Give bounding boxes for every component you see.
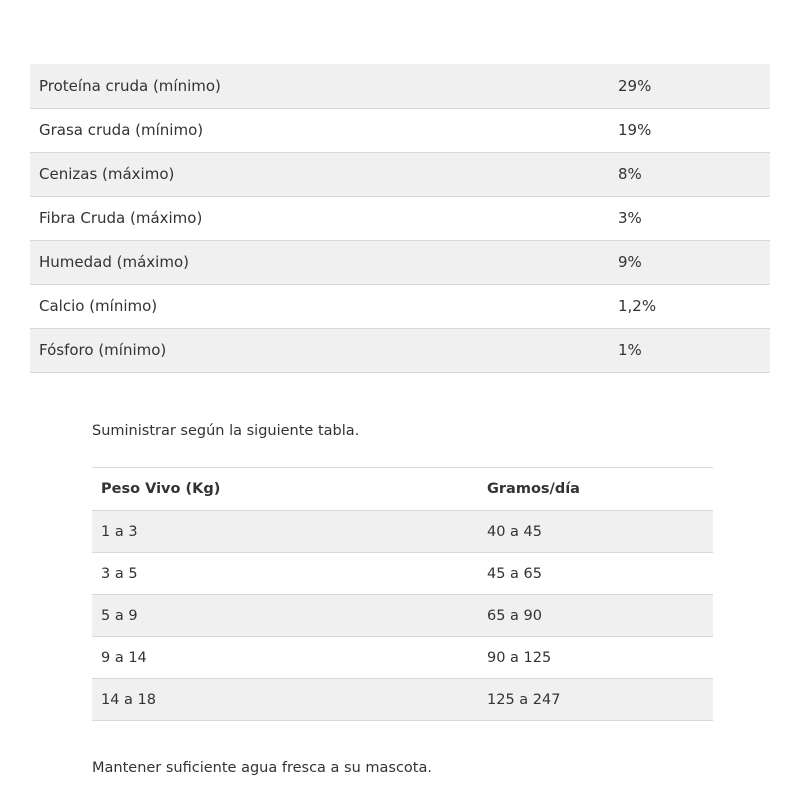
table-row (92, 679, 713, 721)
nutrient-value: 19% (618, 121, 652, 139)
feeding-table (92, 467, 713, 721)
grams-cell: 125 a 247 (487, 691, 561, 708)
feeding-table-header (92, 468, 713, 511)
grams-cell: 65 a 90 (487, 607, 543, 624)
nutrient-value: 8% (618, 165, 642, 183)
table-row (92, 595, 713, 637)
nutrient-row (30, 196, 770, 240)
nutrient-name: Cenizas (máximo) (39, 165, 175, 183)
nutrient-name: Calcio (mínimo) (39, 297, 158, 315)
nutrient-value: 9% (618, 253, 642, 271)
weight-cell: 3 a 5 (101, 565, 138, 582)
weight-cell: 14 a 18 (101, 691, 157, 708)
nutrient-name: Grasa cruda (mínimo) (39, 121, 204, 139)
weight-cell: 5 a 9 (101, 607, 138, 624)
table-row (92, 511, 713, 553)
nutrient-name: Proteína cruda (mínimo) (39, 76, 221, 95)
table-row (92, 637, 713, 679)
nutrient-row (30, 328, 770, 372)
feeding-intro: Suministrar según la siguiente tabla. (92, 423, 360, 439)
nutrient-value: 3% (618, 209, 642, 227)
grams-cell: 45 a 65 (487, 565, 543, 582)
nutrient-row (30, 284, 770, 328)
nutrient-value: 1,2% (618, 297, 657, 315)
grams-cell: 40 a 45 (487, 523, 543, 540)
nutrient-value: 1% (618, 341, 642, 359)
water-note: Mantener suficiente agua fresca a su mascota. (92, 760, 432, 776)
header-grams: Gramos/día (487, 481, 580, 497)
header-weight: Peso Vivo (Kg) (101, 481, 221, 497)
nutrient-row (30, 240, 770, 284)
nutrient-row (30, 64, 770, 108)
nutrient-value: 29% (618, 76, 652, 95)
nutrient-name: Fibra Cruda (máximo) (39, 209, 203, 227)
nutrient-table (30, 64, 770, 373)
table-row (92, 553, 713, 595)
weight-cell: 1 a 3 (101, 523, 138, 540)
nutrient-row (30, 152, 770, 196)
grams-cell: 90 a 125 (487, 649, 552, 666)
weight-cell: 9 a 14 (101, 649, 147, 666)
nutrient-name: Fósforo (mínimo) (39, 341, 167, 359)
nutrient-row (30, 108, 770, 152)
nutrient-name: Humedad (máximo) (39, 253, 189, 271)
